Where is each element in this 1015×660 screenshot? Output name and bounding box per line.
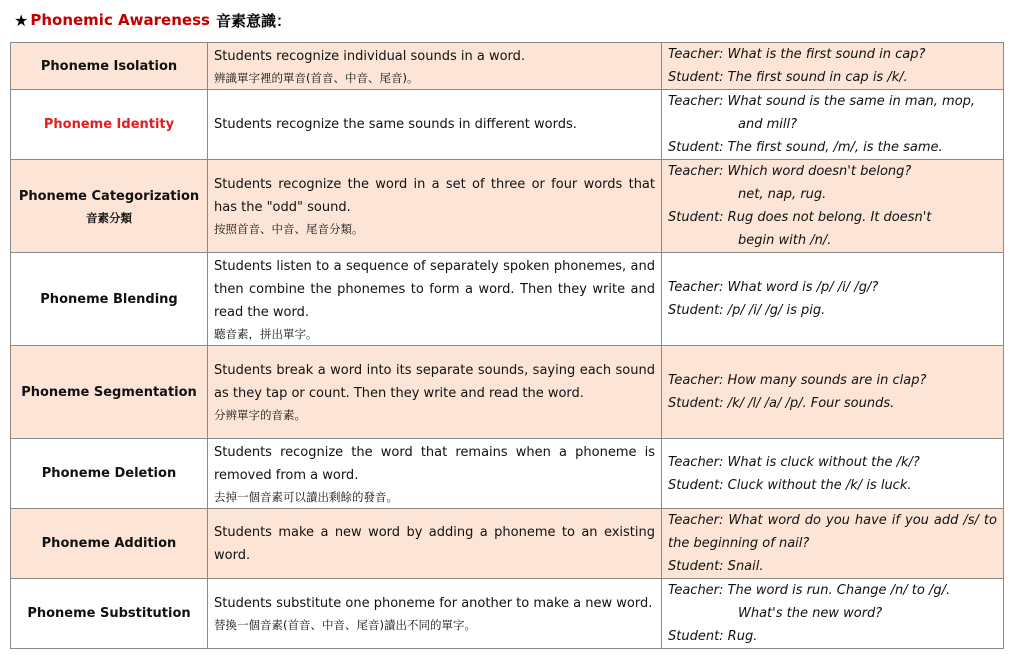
row-name [11, 90, 208, 160]
example-student: Student: Cluck without the /k/ is luck. [668, 477, 912, 493]
table-row [11, 346, 1004, 439]
table-row [11, 439, 1004, 509]
table-row [11, 509, 1004, 579]
row-description [208, 253, 662, 346]
description-text: Students recognize the same sounds in different words. [214, 117, 577, 132]
example-student: Student: Rug. [668, 629, 758, 644]
name-label: Phoneme Identity [43, 117, 175, 132]
table-row [11, 90, 1004, 160]
title-chinese: 音素意識： [215, 11, 291, 30]
row-description [208, 439, 662, 509]
table-row [11, 253, 1004, 346]
example-teacher: Teacher: What word is /p/ /i/ /g/? [668, 280, 879, 295]
row-example [662, 43, 1004, 90]
description-chinese: 替換一個音素(首音、中音、尾音)讀出不同的單字。 [214, 618, 476, 632]
example-teacher: Teacher: What sound is the same in man, mop, [668, 94, 976, 109]
star-icon: ★ [14, 10, 29, 30]
description-text: Students make a new word by adding a phoneme to an existing word. [214, 524, 655, 563]
description-text: Students listen to a sequence of separately spoken phonemes, and then combine the phonemes to form a word. Then they write and read the word. [214, 258, 655, 320]
description-text: Students substitute one phoneme for another to make a new word. [214, 596, 653, 611]
name-label: Phoneme Substitution [27, 606, 191, 621]
row-name [11, 579, 208, 649]
row-description [208, 509, 662, 579]
example-student: Student: Rug does not belong. It doesn't [668, 210, 932, 225]
row-name [11, 43, 208, 90]
example-teacher: Teacher: What is cluck without the /k/? [668, 454, 920, 470]
table-row [11, 579, 1004, 649]
table-row [11, 160, 1004, 253]
row-description [208, 160, 662, 253]
example-teacher: Teacher: What is the first sound in cap? [668, 47, 926, 62]
row-example [662, 90, 1004, 160]
name-label: Phoneme Segmentation [21, 384, 197, 400]
name-label: Phoneme Addition [41, 536, 177, 551]
table-row [11, 43, 1004, 90]
row-example [662, 160, 1004, 253]
row-name [11, 160, 208, 253]
example-teacher-cont: What's the new word? [738, 606, 883, 621]
title-english: Phonemic Awareness [30, 11, 210, 29]
description-text: Students recognize the word that remains when a phoneme is removed from a word. [214, 444, 655, 483]
example-student-cont: begin with /n/. [738, 233, 832, 248]
example-teacher-cont: and mill? [738, 117, 797, 132]
example-teacher: Teacher: What word do you have if you add /s/ to the beginning of nail? [668, 513, 997, 551]
description-text: Students break a word into its separate sounds, saying each sound as they tap or count. Then they write and read the word. [214, 363, 655, 401]
row-description [208, 346, 662, 439]
row-example [662, 439, 1004, 509]
row-description [208, 579, 662, 649]
name-label: Phoneme Deletion [41, 466, 177, 481]
description-chinese: 去掉一個音素可以讀出剩餘的發音。 [214, 489, 398, 504]
row-name [11, 509, 208, 579]
example-teacher: Teacher: Which word doesn't belong? [668, 164, 912, 179]
description-chinese: 按照首音、中音、尾音分類。 [214, 222, 364, 236]
description-chinese: 辨識單字裡的單音(首音、中音、尾音)。 [214, 70, 419, 85]
example-teacher: Teacher: How many sounds are in clap? [668, 373, 927, 388]
phonemic-awareness-table [10, 42, 1004, 649]
row-example [662, 253, 1004, 346]
row-example [662, 346, 1004, 439]
example-student: Student: The first sound in cap is /k/. [668, 70, 908, 85]
description-chinese: 分辨單字的音素。 [214, 408, 306, 422]
example-student: Student: /k/ /l/ /a/ /p/. Four sounds. [668, 396, 895, 411]
example-student: Student: /p/ /i/ /g/ is pig. [668, 303, 826, 318]
name-chinese: 音素分類 [86, 210, 132, 225]
name-label: Phoneme Categorization [18, 188, 200, 204]
document-title [14, 8, 291, 32]
row-example [662, 509, 1004, 579]
name-label: Phoneme Isolation [40, 58, 178, 74]
row-name [11, 346, 208, 439]
description-text: Students recognize the word in a set of three or four words that has the "odd" sound. [214, 177, 655, 215]
row-description [208, 90, 662, 160]
row-name [11, 439, 208, 509]
example-student: Student: The first sound, /m/, is the same. [668, 140, 943, 155]
description-text: Students recognize individual sounds in a word. [214, 48, 526, 64]
description-chinese: 聽音素，拼出單字。 [214, 326, 318, 341]
example-teacher-cont: net, nap, rug. [738, 187, 827, 202]
example-teacher: Teacher: The word is run. Change /n/ to /g/. [668, 583, 951, 598]
example-student: Student: Snail. [668, 559, 764, 574]
row-description [208, 43, 662, 90]
row-name [11, 253, 208, 346]
row-example [662, 579, 1004, 649]
name-label: Phoneme Blending [40, 291, 178, 307]
